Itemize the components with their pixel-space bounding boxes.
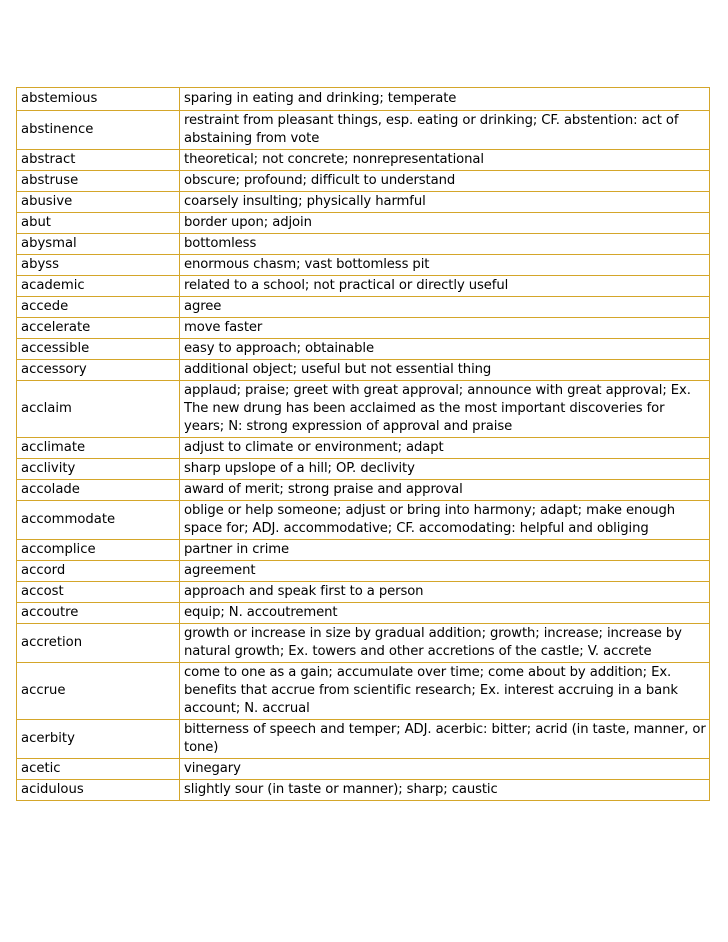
- table-row: [17, 88, 710, 111]
- vocabulary-word: accommodate: [17, 501, 180, 540]
- table-row: [17, 663, 710, 720]
- vocabulary-definition: move faster: [180, 318, 710, 339]
- table-row: [17, 171, 710, 192]
- table-row: [17, 234, 710, 255]
- vocabulary-definition: equip; N. accoutrement: [180, 603, 710, 624]
- vocabulary-word: acetic: [17, 759, 180, 780]
- vocabulary-table-body: [17, 88, 710, 801]
- table-row: [17, 318, 710, 339]
- table-row: [17, 297, 710, 318]
- vocabulary-word: accomplice: [17, 540, 180, 561]
- table-row: [17, 459, 710, 480]
- vocabulary-word: abusive: [17, 192, 180, 213]
- vocabulary-word: accord: [17, 561, 180, 582]
- vocabulary-word: accrue: [17, 663, 180, 720]
- table-row: [17, 381, 710, 438]
- table-row: [17, 213, 710, 234]
- vocabulary-definition: border upon; adjoin: [180, 213, 710, 234]
- vocabulary-definition: vinegary: [180, 759, 710, 780]
- vocabulary-definition: enormous chasm; vast bottomless pit: [180, 255, 710, 276]
- table-row: [17, 624, 710, 663]
- vocabulary-definition: agreement: [180, 561, 710, 582]
- vocabulary-definition: adjust to climate or environment; adapt: [180, 438, 710, 459]
- vocabulary-definition: sparing in eating and drinking; temperate: [180, 88, 710, 111]
- vocabulary-definition: sharp upslope of a hill; OP. declivity: [180, 459, 710, 480]
- vocabulary-definition: oblige or help someone; adjust or bring into harmony; adapt; make enough space for; ADJ. accommodative; CF. accomodating: helpful and obliging: [180, 501, 710, 540]
- table-row: [17, 480, 710, 501]
- table-row: [17, 438, 710, 459]
- vocabulary-definition: bitterness of speech and temper; ADJ. acerbic: bitter; acrid (in taste, manner, or tone): [180, 720, 710, 759]
- table-row: [17, 360, 710, 381]
- vocabulary-definition: restraint from pleasant things, esp. eating or drinking; CF. abstention: act of abstaining from vote: [180, 111, 710, 150]
- table-row: [17, 603, 710, 624]
- vocabulary-definition: related to a school; not practical or directly useful: [180, 276, 710, 297]
- vocabulary-word: abstruse: [17, 171, 180, 192]
- vocabulary-word: acerbity: [17, 720, 180, 759]
- vocabulary-word: acclaim: [17, 381, 180, 438]
- vocabulary-word: acclimate: [17, 438, 180, 459]
- vocabulary-word: abstemious: [17, 88, 180, 111]
- table-row: [17, 255, 710, 276]
- vocabulary-definition: additional object; useful but not essential thing: [180, 360, 710, 381]
- vocabulary-definition: agree: [180, 297, 710, 318]
- table-row: [17, 720, 710, 759]
- table-row: [17, 111, 710, 150]
- table-row: [17, 276, 710, 297]
- vocabulary-definition: approach and speak first to a person: [180, 582, 710, 603]
- table-row: [17, 582, 710, 603]
- vocabulary-word: abut: [17, 213, 180, 234]
- vocabulary-definition: award of merit; strong praise and approval: [180, 480, 710, 501]
- vocabulary-table: [16, 87, 710, 801]
- vocabulary-word: academic: [17, 276, 180, 297]
- vocabulary-word: abysmal: [17, 234, 180, 255]
- vocabulary-definition: theoretical; not concrete; nonrepresentational: [180, 150, 710, 171]
- vocabulary-word: accretion: [17, 624, 180, 663]
- vocabulary-word: accoutre: [17, 603, 180, 624]
- vocabulary-word: accost: [17, 582, 180, 603]
- vocabulary-word: accede: [17, 297, 180, 318]
- vocabulary-word: accessory: [17, 360, 180, 381]
- vocabulary-word: accolade: [17, 480, 180, 501]
- table-row: [17, 561, 710, 582]
- vocabulary-definition: growth or increase in size by gradual addition; growth; increase; increase by natural growth; Ex. towers and other accretions of the castle; V. accrete: [180, 624, 710, 663]
- table-row: [17, 501, 710, 540]
- vocabulary-word: acidulous: [17, 780, 180, 801]
- vocabulary-word: abstinence: [17, 111, 180, 150]
- vocabulary-definition: obscure; profound; difficult to understand: [180, 171, 710, 192]
- vocabulary-word: accessible: [17, 339, 180, 360]
- table-row: [17, 540, 710, 561]
- vocabulary-definition: come to one as a gain; accumulate over time; come about by addition; Ex. benefits that accrue from scientific research; Ex. interest accruing in a bank account; N. accrual: [180, 663, 710, 720]
- vocabulary-definition: applaud; praise; greet with great approval; announce with great approval; Ex. The new drung has been acclaimed as the most important discoveries for years; N: strong expression of approval and praise: [180, 381, 710, 438]
- vocabulary-word: abyss: [17, 255, 180, 276]
- vocabulary-word: abstract: [17, 150, 180, 171]
- table-row: [17, 780, 710, 801]
- vocabulary-definition: bottomless: [180, 234, 710, 255]
- vocabulary-definition: easy to approach; obtainable: [180, 339, 710, 360]
- vocabulary-definition: partner in crime: [180, 540, 710, 561]
- vocabulary-definition: coarsely insulting; physically harmful: [180, 192, 710, 213]
- vocabulary-word: acclivity: [17, 459, 180, 480]
- vocabulary-word: accelerate: [17, 318, 180, 339]
- table-row: [17, 192, 710, 213]
- table-row: [17, 339, 710, 360]
- table-row: [17, 759, 710, 780]
- table-row: [17, 150, 710, 171]
- vocabulary-definition: slightly sour (in taste or manner); sharp; caustic: [180, 780, 710, 801]
